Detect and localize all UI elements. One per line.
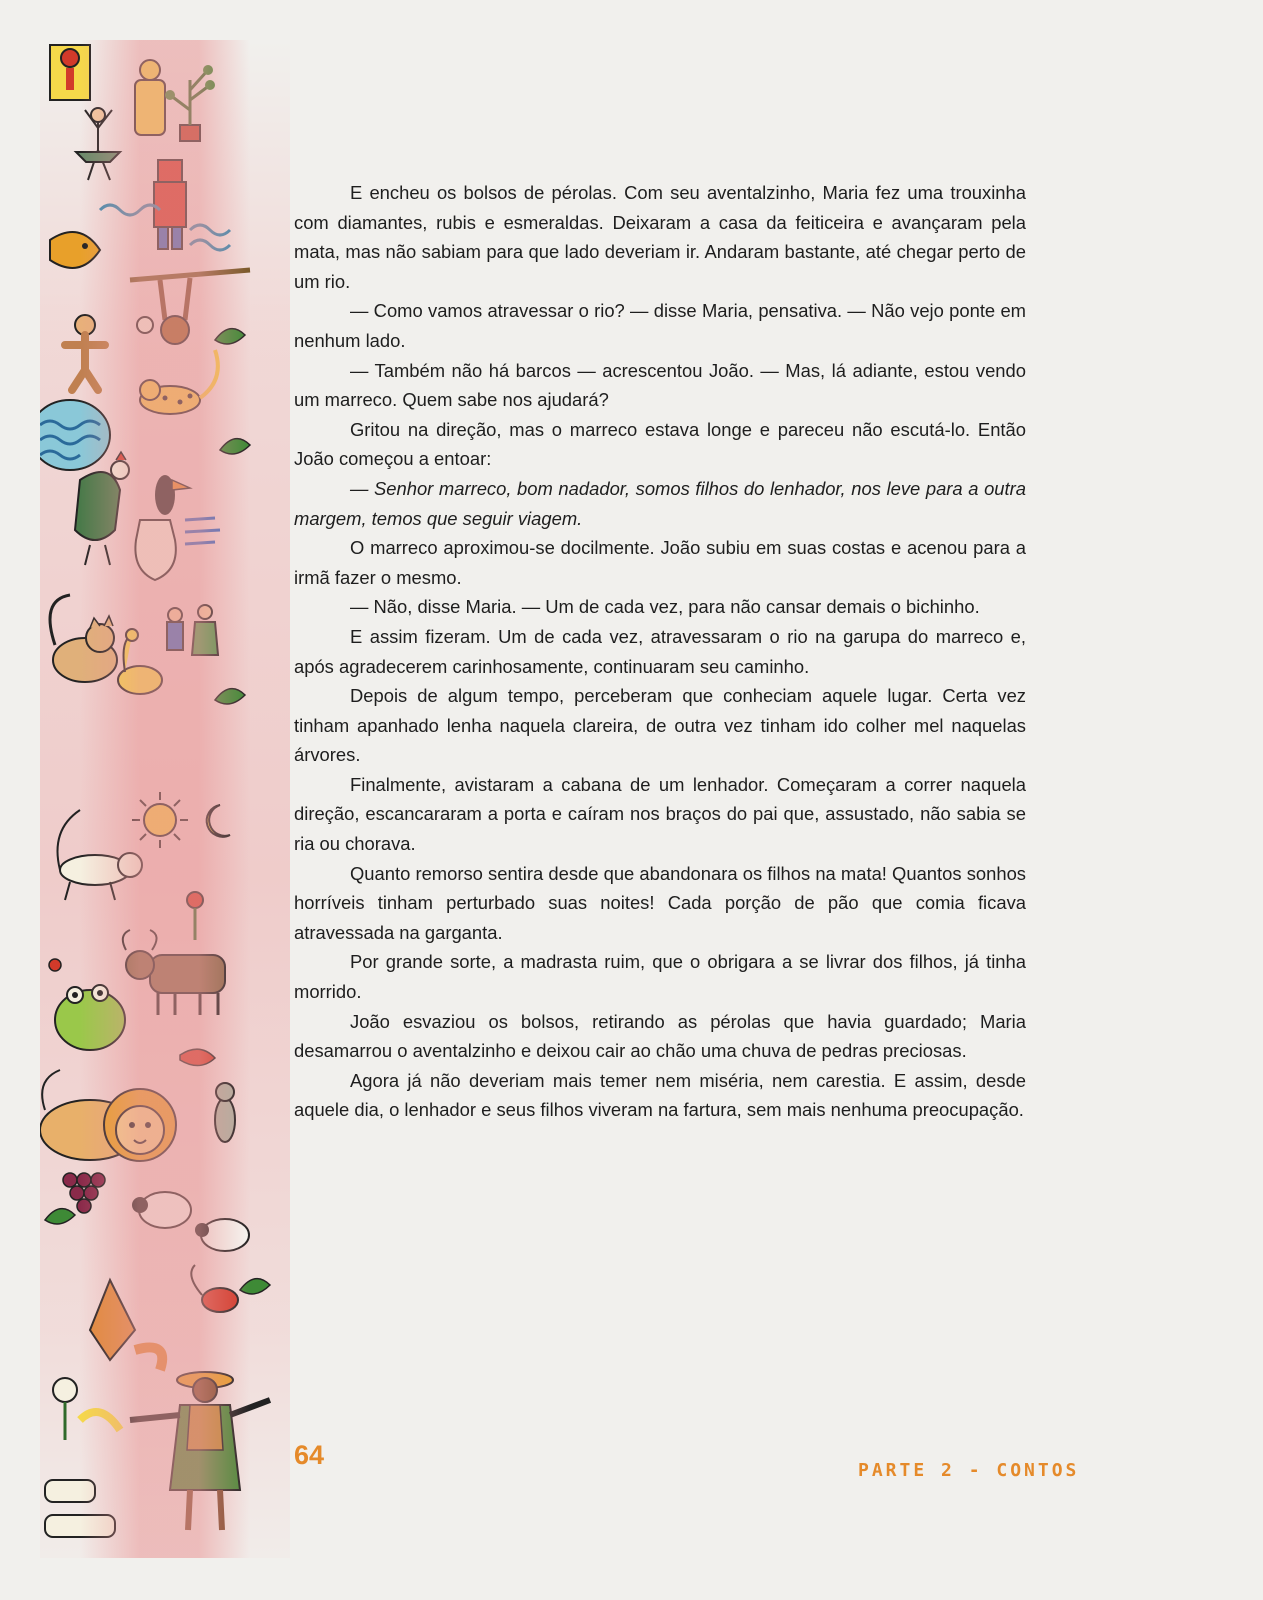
paragraph-4: Gritou na direção, mas o marreco estava longe e pareceu não escutá-lo. Então João começou a entoar: [294,418,1026,470]
section-label: PARTE 2 - CONTOS [858,1460,1080,1481]
paragraph-12: Por grande sorte, a madrasta ruim, que o obrigara a se livrar dos filhos, já tinha morrido. [294,951,1026,1003]
illustrated-border [40,40,290,1558]
paragraph-6: O marreco aproximou-se docilmente. João subiu em suas costas e acenou para a irmã fazer o mesmo. [294,537,1026,588]
paragraph-7: — Não, disse Maria. — Um de cada vez, para não cansar demais o bichinho. [350,596,980,618]
paragraph-14: Agora já não deveriam mais temer nem miséria, nem carestia. E assim, desde aquele dia, o lenhador e seus filhos viveram na fartura, sem mais nenhuma preocupação. [294,1069,1026,1121]
paragraph-2: — Como vamos atravessar o rio? — disse Maria, pensativa. — Não vejo ponte em nenhum lado. [294,300,1026,351]
pink-band [80,40,250,1558]
paragraph-8: E assim fizeram. Um de cada vez, atravessaram o rio na garupa do marreco e, após agradecerem carinhosamente, continuaram seu caminho. [294,625,1026,677]
paragraph-11: Quanto remorso sentira desde que abandonara os filhos na mata! Quantos sonhos horríveis tinham perturbado suas noites! Cada porção de pão que comia ficava atravessada na garganta. [294,862,1026,943]
paragraph-13: João esvaziou os bolsos, retirando as pérolas que havia guardado; Maria desamarrou o aventalzinho e deixou cair ao chão uma chuva de pedras preciosas. [294,1010,1026,1062]
paragraph-3: — Também não há barcos — acrescentou João. — Mas, lá adiante, estou vendo um marreco. Quem sabe nos ajudará? [294,359,1026,411]
paragraph-5-song: — Senhor marreco, bom nadador, somos filhos do lenhador, nos leve para a outra margem, temos que seguir viagem. [294,477,1026,529]
paragraph-9: Depois de algum tempo, perceberam que conheciam aquele lugar. Certa vez tinham apanhado lenha naquela clareira, de outra vez tinham ido colher mel naquelas árvores. [294,685,1026,766]
story-text [294,178,1026,1125]
paragraph-10: Finalmente, avistaram a cabana de um lenhador. Começaram a correr naquela direção, escancararam a porta e caíram nos braços do pai que, assustado, não sabia se ria ou chorava. [294,773,1026,855]
paragraph-1: E encheu os bolsos de pérolas. Com seu aventalzinho, Maria fez uma trouxinha com diamantes, rubis e esmeraldas. Deixaram a casa da feiticeira e avançaram pela mata, mas não sabiam para que lado deveriam ir. Andaram bastante, até chegar perto de um rio. [294,182,1026,292]
page-number: 64 [294,1440,325,1470]
